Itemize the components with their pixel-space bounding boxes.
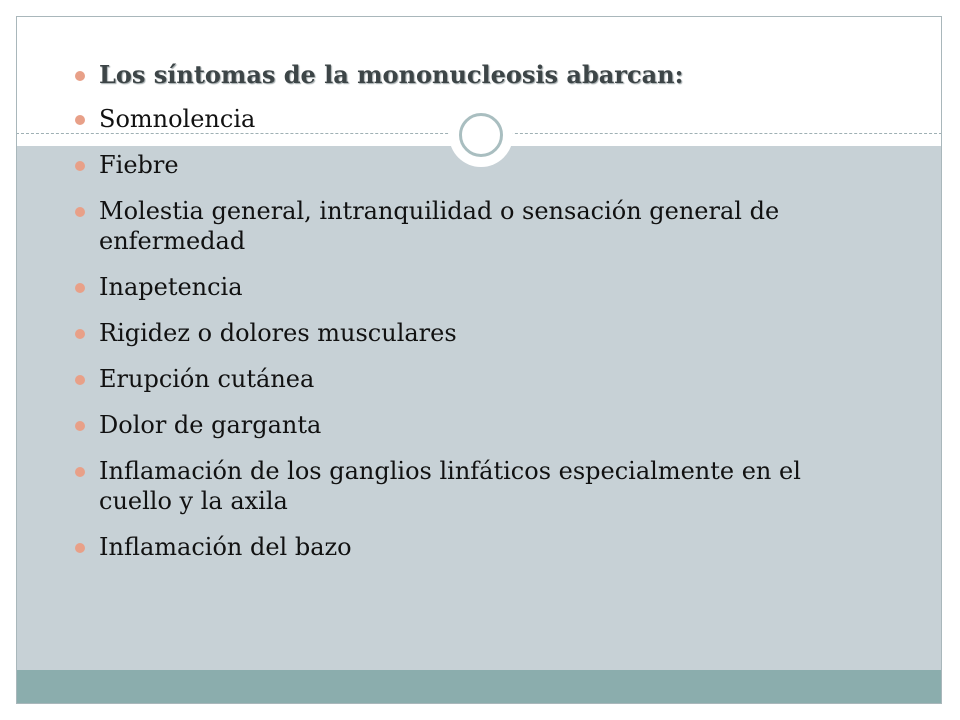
title-text: Los síntomas de la mononucleosis abarcan: [99,60,684,89]
bullet-icon [75,283,85,293]
list-item-text: Dolor de garganta [99,411,322,439]
bullet-icon [75,161,85,171]
list-item-text: Fiebre [99,151,179,179]
list-item-text: Rigidez o dolores musculares [99,319,457,347]
list-item [72,532,862,562]
list-item-text: Somnolencia [99,105,256,133]
list-item-text: Inflamación del bazo [99,533,352,561]
bullet-icon [75,421,85,431]
bullet-icon [75,207,85,217]
list-item [72,410,862,440]
list-item-text: Inapetencia [99,273,243,301]
list-item [72,272,862,302]
list-item [72,104,862,134]
bullet-icon [75,467,85,477]
list-item [72,196,862,256]
bullet-icon [75,71,85,81]
symptom-list [72,60,862,578]
list-title [72,60,862,90]
list-item [72,456,862,516]
bullet-icon [75,543,85,553]
list-item [72,150,862,180]
bullet-icon [75,115,85,125]
list-item-text: Inflamación de los ganglios linfáticos especialmente en el cuello y la axila [99,457,801,515]
list-item-text: Molestia general, intranquilidad o sensación general de enfermedad [99,197,780,255]
bullet-icon [75,375,85,385]
bullet-icon [75,329,85,339]
list-item [72,318,862,348]
list-item [72,364,862,394]
list-item-text: Erupción cutánea [99,365,315,393]
